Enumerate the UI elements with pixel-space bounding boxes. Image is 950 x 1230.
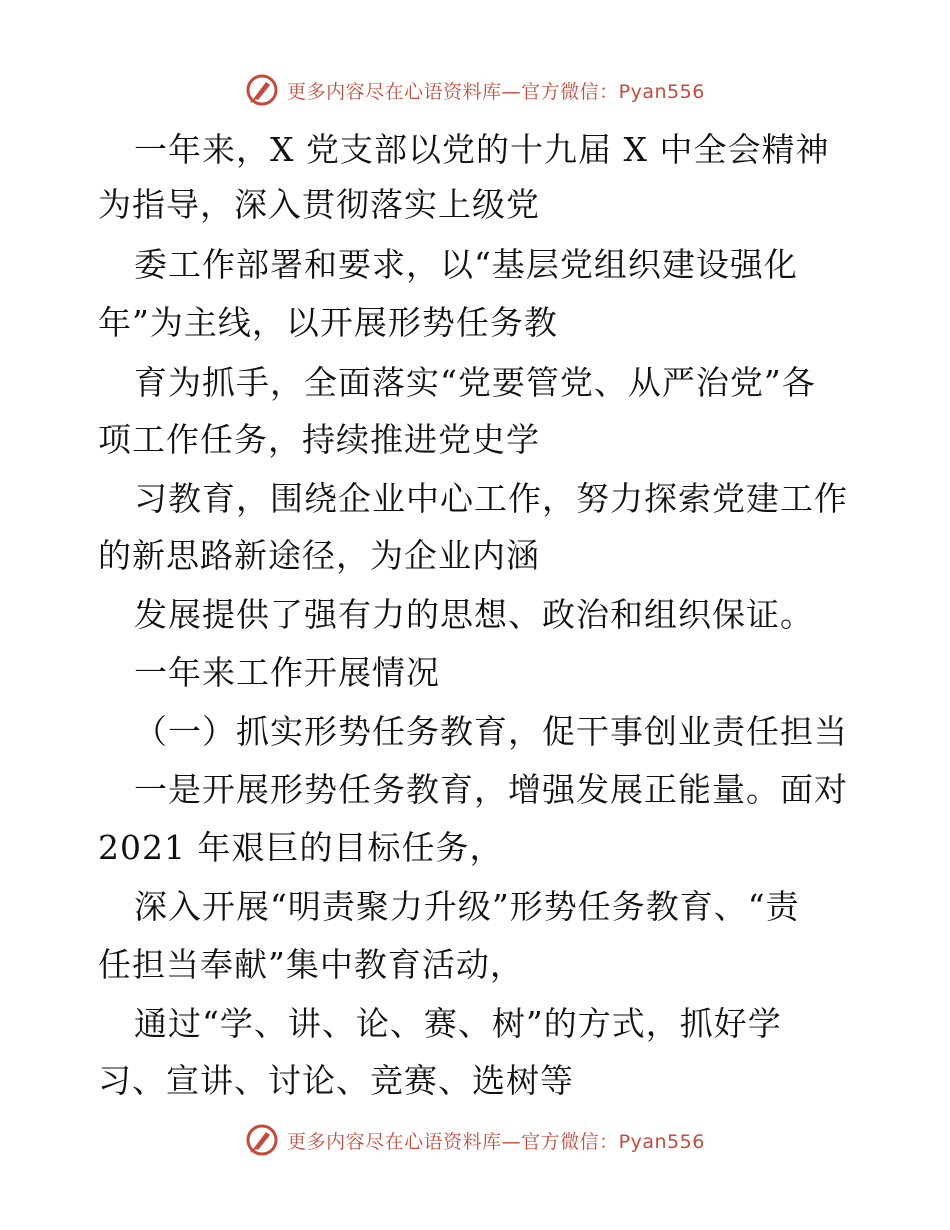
text-line: 一是开展形势任务教育，增强发展正能量。面对: [134, 770, 848, 809]
section-heading: 一年来工作开展情况: [134, 653, 440, 692]
text-line: 发展提供了强有力的思想、政治和组织保证。: [134, 595, 814, 634]
text-line: 习教育，围绕企业中心工作，努力探索党建工作: [134, 479, 848, 518]
header-watermark: [0, 70, 950, 110]
text-line: 深入开展“明责聚力升级”形势任务教育、“责: [134, 887, 800, 926]
text-line: 的新思路新途径，为企业内涵: [98, 536, 540, 575]
quill-pen-logo-icon: [245, 1123, 279, 1157]
text-line: 习、宣讲、讨论、竞赛、选树等: [98, 1061, 574, 1100]
subsection-heading: （一）抓实形势任务教育，促干事创业责任担当: [134, 712, 848, 751]
text-line: 委工作部署和要求，以“基层党组织建设强化: [134, 245, 798, 284]
text-line: 项工作任务，持续推进党史学: [98, 420, 540, 459]
text-line: 一年来，X 党支部以党的十九届 X 中全会精神: [134, 130, 830, 169]
text-line: 2021 年艰巨的目标任务，: [98, 828, 504, 867]
text-line: 育为抓手，全面落实“党要管党、从严治党”各: [134, 363, 816, 402]
watermark-text: 更多内容尽在心语资料库—官方微信：Pyan556: [287, 1130, 705, 1153]
text-line: 任担当奉献”集中教育活动，: [98, 945, 524, 984]
watermark-text: 更多内容尽在心语资料库—官方微信：Pyan556: [287, 80, 705, 103]
quill-pen-logo-icon: [245, 73, 279, 107]
text-line: 通过“学、讲、论、赛、树”的方式，抓好学: [134, 1004, 782, 1043]
text-line: 为指导，深入贯彻落实上级党: [98, 185, 540, 224]
text-line: 年”为主线，以开展形势任务教: [98, 303, 558, 342]
footer-watermark: [0, 1120, 950, 1160]
